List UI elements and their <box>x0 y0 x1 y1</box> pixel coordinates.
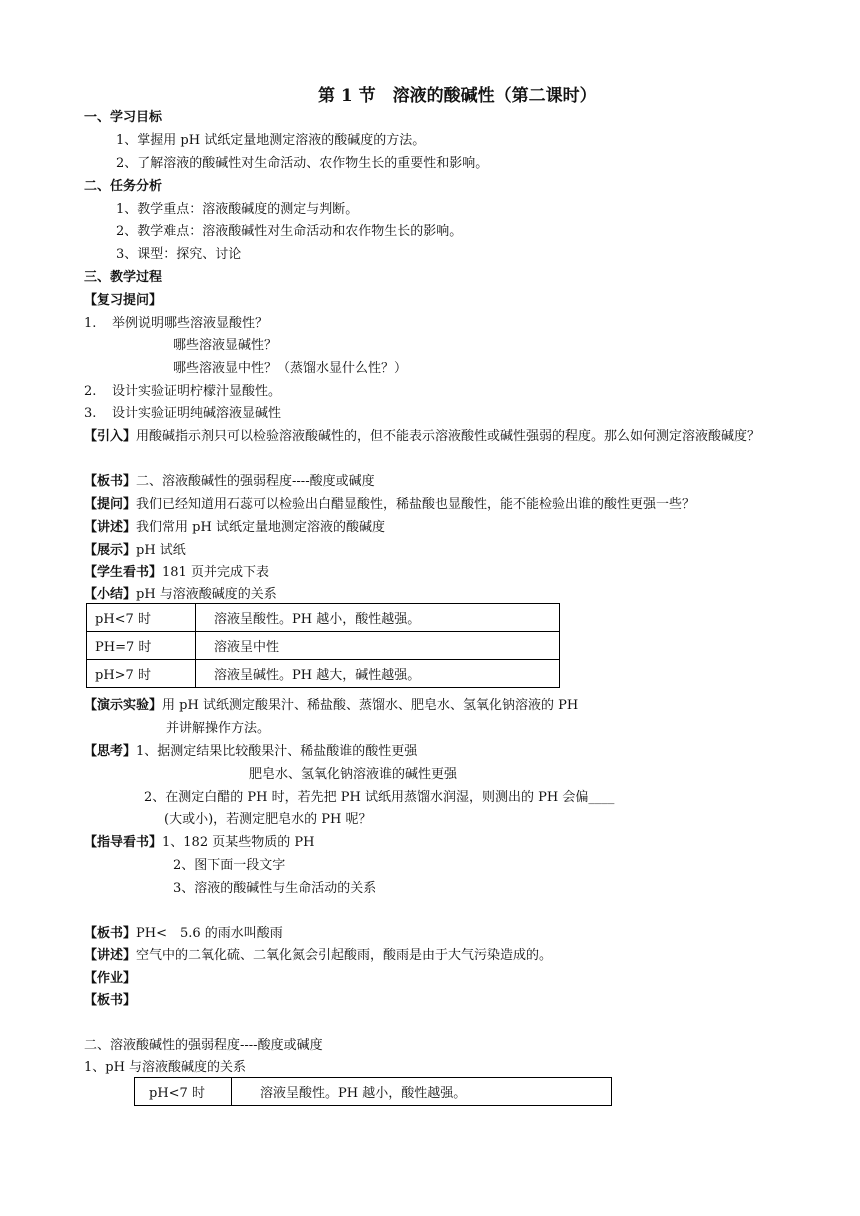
intro-paragraph <box>84 427 784 447</box>
read1-label: 【学生看书】 <box>84 565 163 580</box>
review-q1-a: 举例说明哪些溶液显酸性？ <box>112 316 269 331</box>
review-q3: 设计实验证明纯碱溶液显碱性 <box>112 406 282 421</box>
review-q3-number: 3. <box>84 406 97 421</box>
ask-text: 我们已经知道用石蕊可以检验出白醋显酸性，稀盐酸也显酸性，能不能检验出谁的酸性更强一些？ <box>136 497 696 512</box>
board2-label: 【板书】 <box>84 926 137 941</box>
board-content-line-1: 二、溶液酸碱性的强弱程度----酸度或碱度 <box>84 1038 323 1053</box>
review-q2: 设计实验证明柠檬汁显酸性。 <box>112 384 282 399</box>
board1-line <box>84 472 375 492</box>
board1-label: 【板书】 <box>84 474 137 489</box>
summary-text: pH 与溶液酸碱度的关系 <box>136 587 277 602</box>
intro-text: 用酸碱指示剂只可以检验溶液酸碱性的，但不能表示溶液酸性或碱性强弱的程度。那么如何测定溶液酸碱度？ <box>136 429 761 444</box>
table-cell-condition: pH>7 时 <box>87 660 196 688</box>
summary-label: 【小结】 <box>84 587 137 602</box>
review-label: 【复习提问】 <box>84 293 163 308</box>
think-t2b: (大或小)，若测定肥皂水的 PH 呢？ <box>164 812 372 827</box>
table-row <box>87 632 560 660</box>
table-cell-condition: PH=7 时 <box>87 632 196 660</box>
table-row <box>135 1078 612 1106</box>
guide-line-1 <box>84 833 314 853</box>
ph-relation-table-board <box>134 1077 612 1106</box>
section-heading-process: 三、教学过程 <box>84 270 163 285</box>
table-cell-condition: pH<7 时 <box>87 604 196 632</box>
demo-line <box>84 696 578 716</box>
explain2-label: 【讲述】 <box>84 948 137 963</box>
think-line-1 <box>84 742 417 762</box>
think-t2: 2、在测定白醋的 PH 时，若先把 PH 试纸用蒸馏水润湿，则测出的 PH 会偏____ <box>144 790 615 805</box>
page-title: 第 1 节 溶液的酸碱性（第二课时） <box>318 86 597 106</box>
ask-label: 【提问】 <box>84 497 137 512</box>
demo-label: 【演示实验】 <box>84 698 163 713</box>
goal-item-2: 2、了解溶液的酸碱性对生命活动、农作物生长的重要性和影响。 <box>116 156 489 171</box>
table-cell-description: 溶液呈中性 <box>196 632 560 660</box>
explain2-line <box>84 946 552 966</box>
section-heading-goals: 一、学习目标 <box>84 110 163 125</box>
show-text: pH 试纸 <box>136 543 186 558</box>
show-label: 【展示】 <box>84 543 137 558</box>
section-heading-tasks: 二、任务分析 <box>84 179 163 194</box>
demo-text: 用 pH 试纸测定酸果汁、稀盐酸、蒸馏水、肥皂水、氢氧化钠溶液的 PH <box>162 698 579 713</box>
ph-relation-table <box>86 603 560 688</box>
board2-line <box>84 924 283 944</box>
goal-item-1: 1、掌握用 pH 试纸定量地测定溶液的酸碱度的方法。 <box>116 133 426 148</box>
guide-g3: 3、溶液的酸碱性与生命活动的关系 <box>173 881 377 896</box>
explain1-text: 我们常用 pH 试纸定量地测定溶液的酸碱度 <box>136 520 385 535</box>
board-content-line-2: 1、pH 与溶液酸碱度的关系 <box>84 1060 247 1075</box>
review-q1-number: 1. <box>84 316 97 331</box>
summary-line <box>84 585 277 605</box>
task-item-3: 3、课型：探究、讨论 <box>116 247 242 262</box>
board1-text: 二、溶液酸碱性的强弱程度----酸度或碱度 <box>136 474 375 489</box>
read1-text: 181 页并完成下表 <box>162 565 269 580</box>
board2-text: PH< 5.6 的雨水叫酸雨 <box>136 926 283 941</box>
task-item-2: 2、教学难点：溶液酸碱性对生命活动和农作物生长的影响。 <box>116 224 463 239</box>
think-t1: 1、据测定结果比较酸果汁、稀盐酸谁的酸性更强 <box>136 744 418 759</box>
think-label: 【思考】 <box>84 744 137 759</box>
think-t1b: 肥皂水、氢氧化钠溶液谁的碱性更强 <box>249 767 458 782</box>
demo-text-2: 并讲解操作方法。 <box>166 721 271 736</box>
table-cell-description: 溶液呈碱性。PH 越大，碱性越强。 <box>196 660 560 688</box>
board3-label: 【板书】 <box>84 993 137 1008</box>
guide-g2: 2、图下面一段文字 <box>173 858 286 873</box>
table-cell-condition: pH<7 时 <box>135 1078 232 1106</box>
table-cell-description: 溶液呈酸性。PH 越小，酸性越强。 <box>196 604 560 632</box>
explain2-text: 空气中的二氧化硫、二氧化氮会引起酸雨，酸雨是由于大气污染造成的。 <box>136 948 553 963</box>
explain1-label: 【讲述】 <box>84 520 137 535</box>
guide-g1: 1、182 页某些物质的 PH <box>162 835 315 850</box>
table-cell-description: 溶液呈酸性。PH 越小，酸性越强。 <box>232 1078 612 1106</box>
ask-line <box>84 495 695 515</box>
intro-label: 【引入】 <box>84 429 137 444</box>
review-q2-number: 2. <box>84 384 97 399</box>
task-item-1: 1、教学重点：溶液酸碱度的测定与判断。 <box>116 202 359 217</box>
guide-label: 【指导看书】 <box>84 835 163 850</box>
homework-label: 【作业】 <box>84 971 137 986</box>
review-q1-b: 哪些溶液显碱性？ <box>173 338 278 353</box>
show-line <box>84 541 186 561</box>
table-row <box>87 604 560 632</box>
review-q1-c: 哪些溶液显中性？（蒸馏水显什么性？） <box>173 361 408 376</box>
explain1-line <box>84 518 385 538</box>
table-row <box>87 660 560 688</box>
read1-line <box>84 563 269 583</box>
